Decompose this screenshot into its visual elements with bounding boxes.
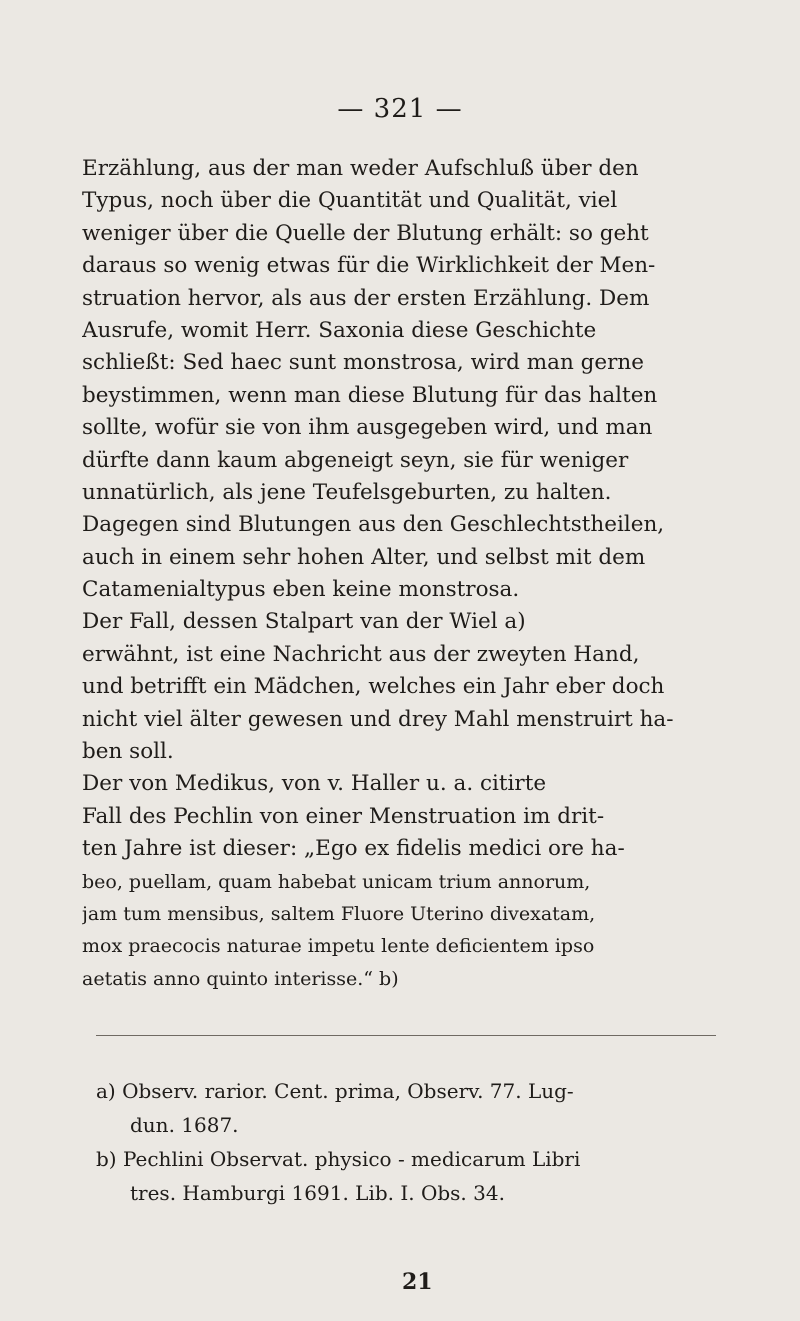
footnote-line: a) Observ. rarior. Cent. prima, Observ. 77. Lug- xyxy=(96,1079,574,1103)
text-line: nicht viel älter gewesen und drey Mahl menstruirt ha- xyxy=(82,706,674,732)
text-line: struation hervor, als aus der ersten Erzählung. Dem xyxy=(82,285,650,311)
text-line: sollte, wofür sie von ihm ausgegeben wird, und man xyxy=(82,415,653,441)
text-line: dürfte dann kaum abgeneigt seyn, sie für weniger xyxy=(82,447,629,473)
text-line: Fall des Pechlin von einer Menstruation im drit- xyxy=(82,803,605,829)
text-line: aetatis anno quinto interisse.“ b) xyxy=(82,967,399,990)
text-line: weniger über die Quelle der Blutung erhält: so geht xyxy=(82,220,649,246)
footnote-line: tres. Hamburgi 1691. Lib. I. Obs. 34. xyxy=(130,1181,505,1205)
text-line: Dagegen sind Blutungen aus den Geschlechtstheilen, xyxy=(82,512,665,538)
text-line: Typus, noch über die Quantität und Qualität, viel xyxy=(82,188,618,214)
text-line: Der von Medikus, von v. Haller u. a. citirte xyxy=(82,771,547,797)
text-line: Der Fall, dessen Stalpart van der Wiel a) xyxy=(82,609,526,635)
text-line: beystimmen, wenn man diese Blutung für das halten xyxy=(82,382,658,408)
footnote-line: dun. 1687. xyxy=(130,1113,239,1137)
text-line: auch in einem sehr hohen Alter, und selbst mit dem xyxy=(82,544,646,570)
text-line: ben soll. xyxy=(82,739,174,765)
footnote-separator xyxy=(96,1035,716,1036)
text-line: mox praecocis naturae impetu lente deficientem ipso xyxy=(82,935,595,958)
text-line: schließt: Sed haec sunt monstrosa, wird man gerne xyxy=(82,350,644,376)
page-number: — 321 — xyxy=(337,94,463,124)
text-line: erwähnt, ist eine Nachricht aus der zweyten Hand, xyxy=(82,641,640,667)
text-line: daraus so wenig etwas für die Wirklichkeit der Men- xyxy=(82,253,656,279)
text-line: und betrifft ein Mädchen, welches ein Jahr eber doch xyxy=(82,674,665,700)
text-line: jam tum mensibus, saltem Fluore Uterino divexatam, xyxy=(82,902,596,925)
text-line: ten Jahre ist dieser: „Ego ex fidelis medici ore ha- xyxy=(82,836,625,862)
footnote-line: b) Pechlini Observat. physico - medicarum Libri xyxy=(96,1147,581,1171)
text-line: Erzählung, aus der man weder Aufschluß über den xyxy=(82,156,639,181)
text-line: unnatürlich, als jene Teufelsgeburten, zu halten. xyxy=(82,479,612,505)
text-line: Catamenialtypus eben keine monstrosa. xyxy=(82,577,520,603)
footnotes xyxy=(96,1074,746,1210)
text-line: Ausrufe, womit Herr. Saxonia diese Geschichte xyxy=(82,317,597,343)
signature-mark: 21 xyxy=(402,1269,433,1295)
text-line: beo, puellam, quam habebat unicam trium annorum, xyxy=(82,870,591,893)
body-text xyxy=(82,153,742,995)
